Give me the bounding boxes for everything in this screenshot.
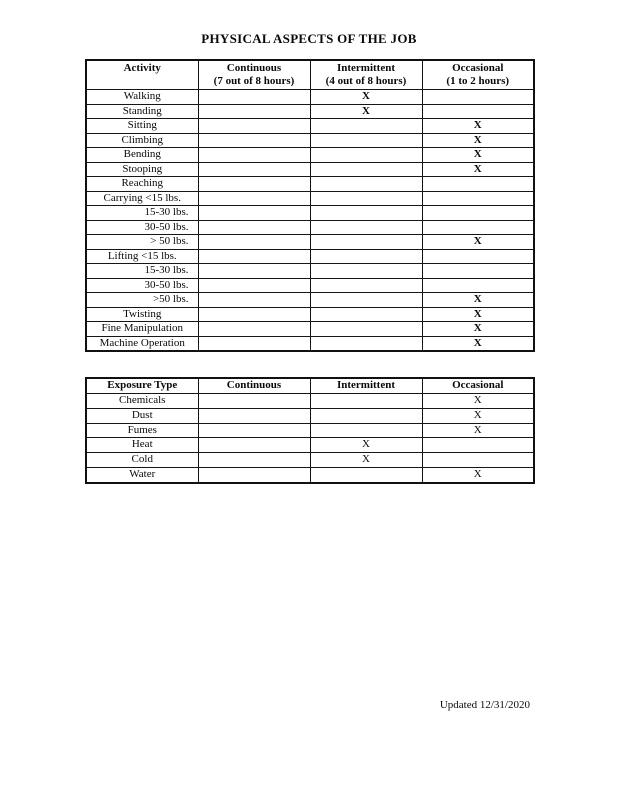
col-header-occasional: Occasional	[422, 378, 534, 394]
occasional-mark-cell: X	[422, 148, 534, 163]
intermittent-mark-cell	[310, 162, 422, 177]
exposure-type-cell: Dust	[86, 408, 198, 423]
continuous-mark-cell	[198, 307, 310, 322]
intermittent-mark-cell	[310, 264, 422, 279]
table-row	[86, 133, 534, 148]
continuous-mark-cell	[198, 206, 310, 221]
activity-cell: >50 lbs.	[86, 293, 198, 308]
continuous-mark-cell	[198, 104, 310, 119]
continuous-mark-cell	[198, 191, 310, 206]
table-row	[86, 119, 534, 134]
occasional-mark-cell: X	[422, 162, 534, 177]
continuous-mark-cell	[198, 133, 310, 148]
exposure-type-rows	[86, 394, 534, 483]
col-header-continuous: Continuous	[198, 378, 310, 394]
continuous-mark-cell	[198, 220, 310, 235]
continuous-mark-cell	[198, 394, 310, 409]
activity-cell: Standing	[86, 104, 198, 119]
continuous-mark-cell	[198, 264, 310, 279]
activity-cell: Bending	[86, 148, 198, 163]
col-header-occasional	[422, 60, 534, 90]
exposure-type-cell: Cold	[86, 453, 198, 468]
table-row	[86, 423, 534, 438]
table-row	[86, 293, 534, 308]
activity-cell: Lifting <15 lbs.	[86, 249, 198, 264]
col-header-intermittent: Intermittent	[310, 378, 422, 394]
exposure-type-cell: Water	[86, 467, 198, 482]
table-row	[86, 438, 534, 453]
header-line1: Intermittent	[336, 62, 396, 74]
intermittent-mark-cell	[310, 249, 422, 264]
physical-aspects-table	[85, 59, 535, 352]
table-row	[86, 249, 534, 264]
table-row	[86, 322, 534, 337]
table-row	[86, 278, 534, 293]
table-row	[86, 307, 534, 322]
occasional-mark-cell: X	[422, 394, 534, 409]
table-row	[86, 191, 534, 206]
table-row	[86, 206, 534, 221]
intermittent-mark-cell	[310, 191, 422, 206]
activity-cell: > 50 lbs.	[86, 235, 198, 250]
intermittent-mark-cell	[310, 408, 422, 423]
table-row	[86, 90, 534, 105]
activity-cell: 15-30 lbs.	[86, 264, 198, 279]
intermittent-mark-cell	[310, 394, 422, 409]
intermittent-mark-cell	[310, 206, 422, 221]
col-header-intermittent	[310, 60, 422, 90]
header-line2: (4 out of 8 hours)	[325, 75, 407, 87]
activity-cell: 30-50 lbs.	[86, 220, 198, 235]
table-row	[86, 453, 534, 468]
header-line1: Continuous	[226, 62, 282, 74]
occasional-mark-cell	[422, 90, 534, 105]
intermittent-mark-cell	[310, 119, 422, 134]
occasional-mark-cell	[422, 438, 534, 453]
header-row	[86, 60, 534, 90]
continuous-mark-cell	[198, 408, 310, 423]
exposure-type-table	[85, 377, 535, 484]
occasional-mark-cell	[422, 264, 534, 279]
intermittent-mark-cell	[310, 220, 422, 235]
continuous-mark-cell	[198, 278, 310, 293]
intermittent-mark-cell	[310, 307, 422, 322]
table-row	[86, 162, 534, 177]
occasional-mark-cell: X	[422, 235, 534, 250]
activity-cell: 30-50 lbs.	[86, 278, 198, 293]
table-row	[86, 264, 534, 279]
continuous-mark-cell	[198, 467, 310, 482]
activity-cell: Carrying <15 lbs.	[86, 191, 198, 206]
continuous-mark-cell	[198, 148, 310, 163]
table-row	[86, 104, 534, 119]
page-title: PHYSICAL ASPECTS OF THE JOB	[201, 31, 417, 46]
occasional-mark-cell: X	[422, 336, 534, 351]
occasional-mark-cell: X	[422, 322, 534, 337]
activity-cell: Walking	[86, 90, 198, 105]
continuous-mark-cell	[198, 235, 310, 250]
intermittent-mark-cell: X	[310, 453, 422, 468]
col-header-continuous	[198, 60, 310, 90]
table-row	[86, 394, 534, 409]
activity-cell: 15-30 lbs.	[86, 206, 198, 221]
intermittent-mark-cell	[310, 148, 422, 163]
activity-cell: Reaching	[86, 177, 198, 192]
intermittent-mark-cell	[310, 293, 422, 308]
continuous-mark-cell	[198, 177, 310, 192]
occasional-mark-cell: X	[422, 293, 534, 308]
intermittent-mark-cell	[310, 467, 422, 482]
intermittent-mark-cell	[310, 278, 422, 293]
intermittent-mark-cell	[310, 322, 422, 337]
occasional-mark-cell	[422, 191, 534, 206]
exposure-type-cell: Chemicals	[86, 394, 198, 409]
activity-cell: Climbing	[86, 133, 198, 148]
occasional-mark-cell	[422, 249, 534, 264]
continuous-mark-cell	[198, 322, 310, 337]
header-row	[86, 378, 534, 394]
exposure-type-cell: Heat	[86, 438, 198, 453]
intermittent-mark-cell	[310, 336, 422, 351]
intermittent-mark-cell	[310, 235, 422, 250]
activity-cell: Fine Manipulation	[86, 322, 198, 337]
continuous-mark-cell	[198, 162, 310, 177]
table-row	[86, 235, 534, 250]
continuous-mark-cell	[198, 438, 310, 453]
activity-cell: Twisting	[86, 307, 198, 322]
occasional-mark-cell	[422, 220, 534, 235]
continuous-mark-cell	[198, 293, 310, 308]
occasional-mark-cell: X	[422, 467, 534, 482]
occasional-mark-cell	[422, 177, 534, 192]
occasional-mark-cell: X	[422, 119, 534, 134]
occasional-mark-cell	[422, 453, 534, 468]
exposure-type-header	[86, 378, 534, 394]
activity-cell: Stooping	[86, 162, 198, 177]
continuous-mark-cell	[198, 119, 310, 134]
occasional-mark-cell	[422, 104, 534, 119]
occasional-mark-cell: X	[422, 307, 534, 322]
table-row	[86, 148, 534, 163]
header-line2: (7 out of 8 hours)	[213, 75, 295, 87]
table-row	[86, 336, 534, 351]
occasional-mark-cell: X	[422, 133, 534, 148]
table-row	[86, 467, 534, 482]
intermittent-mark-cell: X	[310, 90, 422, 105]
header-line1: Activity	[123, 62, 161, 74]
table-row	[86, 408, 534, 423]
activity-cell: Sitting	[86, 119, 198, 134]
occasional-mark-cell: X	[422, 423, 534, 438]
exposure-type-cell: Fumes	[86, 423, 198, 438]
col-header-exposure-type: Exposure Type	[86, 378, 198, 394]
header-line1: Occasional	[452, 62, 504, 74]
intermittent-mark-cell	[310, 133, 422, 148]
continuous-mark-cell	[198, 336, 310, 351]
table-row	[86, 177, 534, 192]
occasional-mark-cell	[422, 206, 534, 221]
intermittent-mark-cell	[310, 177, 422, 192]
intermittent-mark-cell: X	[310, 104, 422, 119]
continuous-mark-cell	[198, 90, 310, 105]
occasional-mark-cell	[422, 278, 534, 293]
intermittent-mark-cell	[310, 423, 422, 438]
continuous-mark-cell	[198, 249, 310, 264]
activity-cell: Machine Operation	[86, 336, 198, 351]
physical-aspects-rows	[86, 90, 534, 352]
physical-aspects-header	[86, 60, 534, 90]
occasional-mark-cell: X	[422, 408, 534, 423]
table-row	[86, 220, 534, 235]
header-line2: (1 to 2 hours)	[446, 75, 510, 87]
continuous-mark-cell	[198, 453, 310, 468]
updated-date: Updated 12/31/2020	[439, 699, 530, 711]
col-header-activity	[86, 60, 198, 90]
continuous-mark-cell	[198, 423, 310, 438]
intermittent-mark-cell: X	[310, 438, 422, 453]
